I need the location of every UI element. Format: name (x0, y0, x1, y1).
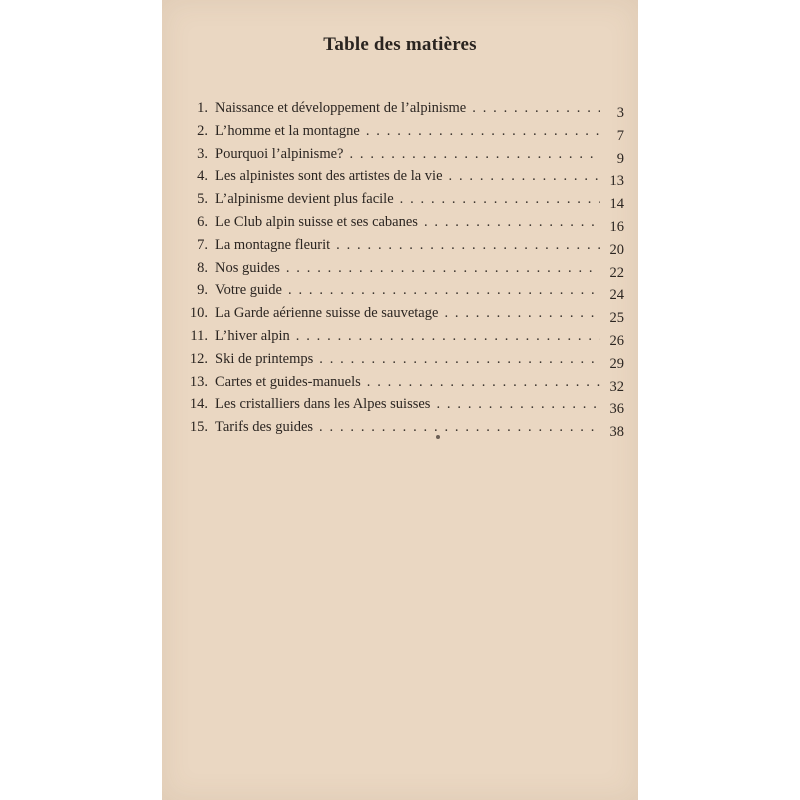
dot-leader (400, 191, 600, 208)
toc-number: 10. (189, 305, 208, 322)
toc-entry (178, 237, 624, 260)
toc-label: Cartes et guides-manuels (215, 373, 361, 390)
toc-number: 2. (197, 122, 208, 139)
toc-page-number: 29 (609, 355, 624, 372)
dot-leader (436, 396, 600, 413)
toc-number: 6. (197, 213, 208, 230)
dot-leader (319, 351, 600, 368)
toc-number: 7. (197, 236, 208, 253)
toc-entry (178, 100, 624, 123)
toc-number: 8. (197, 259, 208, 276)
toc-entry (178, 214, 624, 237)
toc-label: Tarifs des guides (215, 419, 314, 436)
toc-page-number: 13 (609, 173, 624, 190)
toc-entry (178, 123, 624, 146)
toc-entry (178, 168, 624, 191)
toc-number: 15. (189, 419, 208, 436)
page-title: Table des matières (323, 34, 477, 55)
dot-leader (288, 282, 600, 299)
toc-label: Votre guide (215, 282, 282, 299)
toc-label: La montagne fleurit (215, 236, 331, 253)
paper-speck (436, 435, 440, 439)
toc-page-number: 14 (609, 196, 624, 213)
dot-leader (286, 260, 600, 277)
toc-label: L’alpinisme devient plus facile (215, 191, 394, 208)
toc-label: La Garde aérienne suisse de sauvetage (215, 305, 439, 322)
toc-label: Les cristalliers dans les Alpes suisses (215, 396, 431, 413)
toc-number: 14. (189, 396, 208, 413)
toc-entry (178, 396, 624, 419)
toc-number: 12. (189, 350, 208, 367)
toc-page-number: 36 (609, 401, 624, 418)
toc-page-number: 38 (609, 424, 624, 441)
toc-number: 4. (197, 168, 208, 185)
toc-entry (178, 419, 624, 442)
toc-entry (178, 260, 624, 283)
toc-number: 9. (197, 282, 208, 299)
toc-page-number: 26 (609, 332, 624, 349)
toc-label: Les alpinistes sont des artistes de la vie (215, 168, 443, 185)
toc-label: Ski de printemps (215, 350, 314, 367)
dot-leader (449, 168, 600, 185)
toc-page-number: 3 (616, 105, 624, 121)
toc-page-number: 7 (616, 127, 624, 144)
toc-label: Pourquoi l’alpinisme? (215, 145, 344, 162)
toc-number: 13. (189, 373, 208, 390)
toc-label: Naissance et développement de l’alpinisme (215, 100, 467, 116)
dot-leader (367, 374, 600, 391)
dot-leader (336, 237, 600, 254)
toc-entry (178, 351, 624, 374)
toc-number: 3. (197, 145, 208, 162)
dot-leader (424, 214, 600, 231)
dot-leader (472, 100, 600, 117)
toc-page-number: 25 (609, 310, 624, 327)
toc-label: L’hiver alpin (215, 327, 290, 344)
toc-entry (178, 146, 624, 169)
toc-label: Le Club alpin suisse et ses cabanes (215, 213, 418, 230)
dot-leader (319, 419, 600, 436)
dot-leader (349, 146, 600, 163)
table-of-contents (178, 100, 624, 442)
toc-page-number: 24 (609, 287, 624, 304)
toc-number: 1. (197, 100, 208, 116)
toc-number: 5. (197, 191, 208, 208)
dot-leader (366, 123, 600, 140)
toc-page-number: 16 (609, 218, 624, 235)
dot-leader (444, 305, 600, 322)
toc-entry (178, 328, 624, 351)
toc-entry (178, 282, 624, 305)
toc-page-number: 20 (609, 241, 624, 258)
toc-page-number: 32 (609, 378, 624, 395)
toc-number: 11. (190, 327, 208, 344)
toc-entry (178, 374, 624, 397)
book-page (162, 0, 638, 800)
toc-entry (178, 191, 624, 214)
toc-entry (178, 305, 624, 328)
toc-page-number: 9 (616, 150, 624, 167)
toc-label: Nos guides (215, 259, 280, 276)
toc-page-number: 22 (609, 264, 624, 281)
dot-leader (296, 328, 600, 345)
toc-label: L’homme et la montagne (215, 122, 360, 139)
